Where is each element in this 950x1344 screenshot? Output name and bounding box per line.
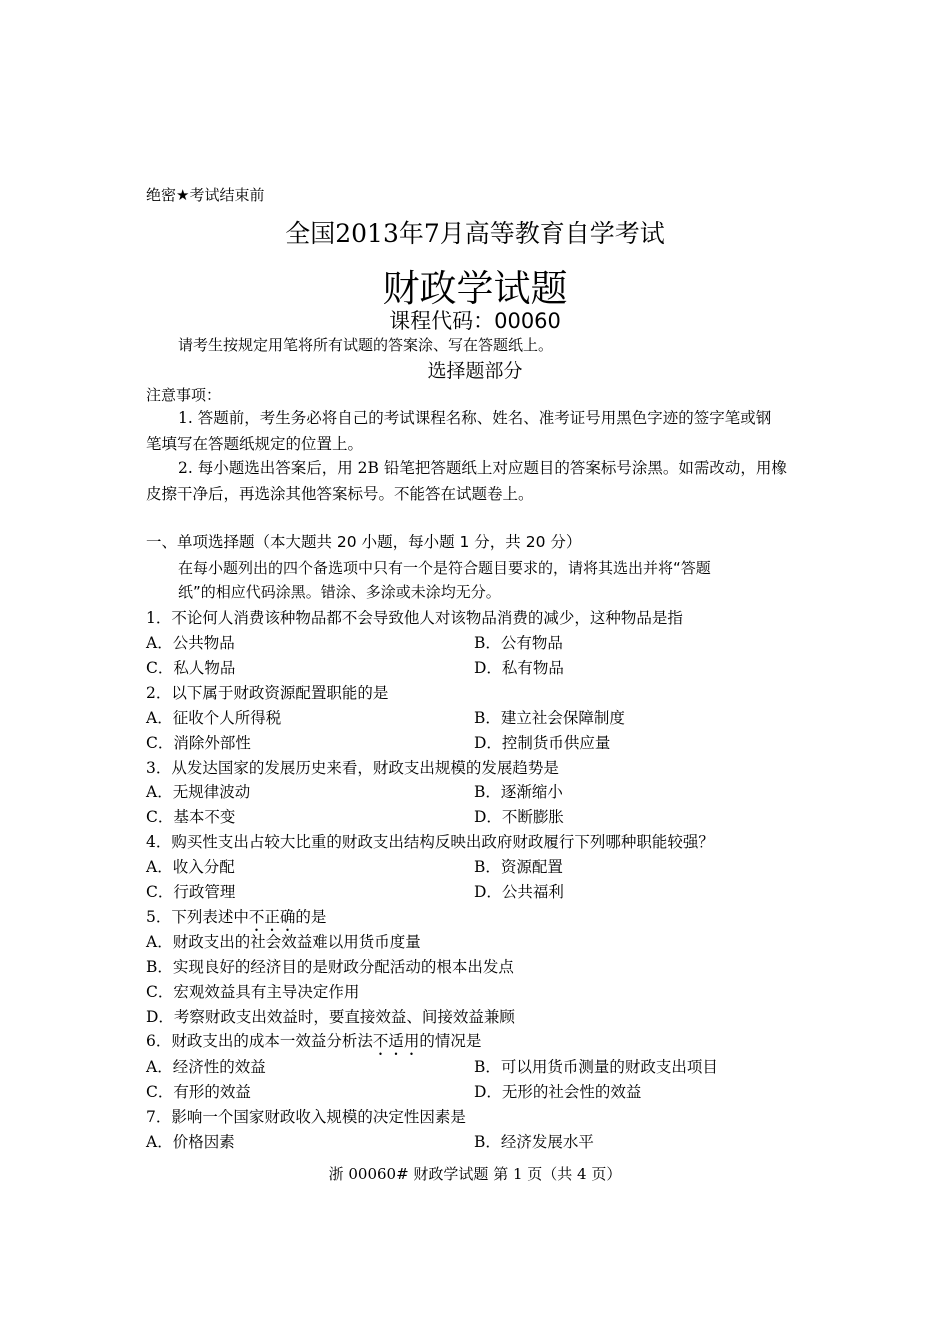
question-7-option-b: B．经济发展水平 [474,1133,594,1151]
question-1-option-a: A．公共物品 [146,634,235,652]
question-3-option-d: D．不断膨胀 [474,808,564,826]
question-1-option-d: D．私有物品 [474,659,564,677]
question-6-stem-post: 的情况是 [419,1032,482,1050]
question-6-stem-pre: 6．财政支出的成本一效益分析法 [146,1032,373,1050]
question-5-stem-pre: 5．下列表述中 [146,908,249,926]
question-2-option-a: A．征收个人所得税 [146,709,282,727]
question-2-stem: 2．以下属于财政资源配置职能的是 [146,684,389,702]
question-4-stem: 4．购买性支出占较大比重的财政支出结构反映出政府财政履行下列哪种职能较强？ [146,833,714,851]
question-6-option-c: C．有形的效益 [146,1083,251,1101]
answer-instruction: 请考生按规定用笔将所有试题的答案涂、写在答题纸上。 [178,336,554,354]
note-item-1-line-1: 1. 答题前，考生务必将自己的考试课程名称、姓名、准考证号用黑色字迹的签字笔或钢 [178,409,772,427]
question-5-option-d: D．考察财政支出效益时，要直接效益、间接效益兼顾 [146,1008,515,1026]
page-footer: 浙 00060# 财政学试题 第 1 页（共 4 页） [328,1165,622,1183]
question-3-option-b: B．逐渐缩小 [474,783,563,801]
question-4-option-a: A．收入分配 [146,858,235,876]
subject-title: 财政学试题 [382,267,568,310]
question-1-option-b: B．公有物品 [474,634,563,652]
question-5-option-a: A．财政支出的社会效益难以用货币度量 [146,933,421,951]
part1-intro-line-1: 在每小题列出的四个备选项中只有一个是符合题目要求的，请将其选出并将“答题 [178,559,711,577]
question-6-option-d: D．无形的社会性的效益 [474,1083,642,1101]
question-2-option-b: B．建立社会保障制度 [474,709,625,727]
question-7-stem: 7．影响一个国家财政收入规模的决定性因素是 [146,1108,466,1126]
question-4-option-d: D．公共福利 [474,883,564,901]
question-3-option-a: A．无规律波动 [146,783,251,801]
question-1-option-c: C．私人物品 [146,659,236,677]
question-7-option-a: A．价格因素 [146,1133,235,1151]
part1-intro-line-2: 纸”的相应代码涂黑。错涂、多涂或未涂均无分。 [178,583,501,601]
note-item-2-line-2: 皮擦干净后，再选涂其他答案标号。不能答在试题卷上。 [146,485,534,503]
question-2-option-c: C．消除外部性 [146,734,251,752]
exam-title: 全国2013年7月高等教育自学考试 [285,219,665,248]
question-5-stem-post: 的是 [295,908,327,926]
question-3-stem: 3．从发达国家的发展历史来看，财政支出规模的发展趋势是 [146,759,559,777]
question-4-option-c: C．行政管理 [146,883,236,901]
question-6-stem-emphasis: 不适用 [372,1032,420,1050]
question-5-option-c: C．宏观效益具有主导决定作用 [146,983,360,1001]
question-1-stem: 1．不论何人消费该种物品都不会导致他人对该物品消费的减少，这种物品是指 [146,609,683,627]
section-title: 选择题部分 [427,360,523,382]
question-6-option-b: B．可以用货币测量的财政支出项目 [474,1058,718,1076]
question-6-option-a: A．经济性的效益 [146,1058,266,1076]
part1-heading: 一、单项选择题（本大题共 20 小题，每小题 1 分，共 20 分） [146,533,582,551]
question-3-option-c: C．基本不变 [146,808,236,826]
question-4-option-b: B．资源配置 [474,858,563,876]
secret-label: 绝密★考试结束前 [146,186,265,204]
course-code: 课程代码：00060 [389,309,561,333]
question-2-option-d: D．控制货币供应量 [474,734,611,752]
note-item-1-line-2: 笔填写在答题纸规定的位置上。 [146,435,364,453]
note-item-2-line-1: 2. 每小题选出答案后，用 2B 铅笔把答题纸上对应题目的答案标号涂黑。如需改动，用橡 [178,459,787,477]
question-5-option-b: B．实现良好的经济目的是财政分配活动的根本出发点 [146,958,514,976]
question-5-stem-emphasis: 不正确 [248,908,296,926]
notes-heading: 注意事项： [146,386,222,404]
